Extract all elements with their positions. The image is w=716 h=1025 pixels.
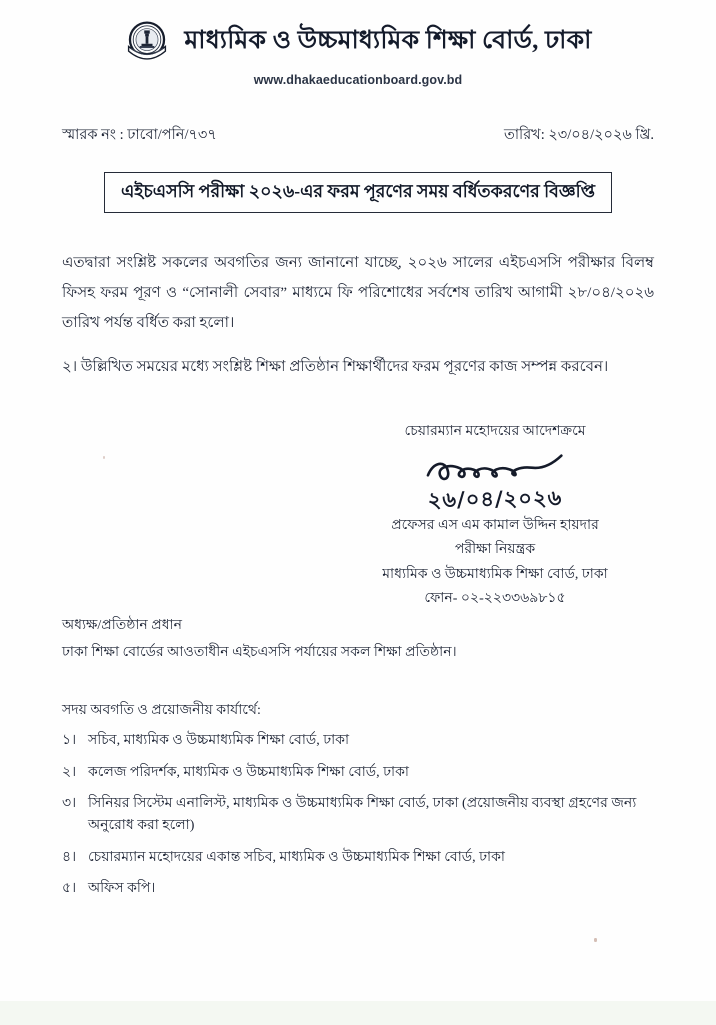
list-item [62, 793, 662, 836]
list-item [62, 762, 662, 784]
cc-item-text: চেয়ারম্যান মহোদয়ের একান্ত সচিব, মাধ্যমিক ও উচ্চমাধ্যমিক শিক্ষা বোর্ড, ঢাকা [88, 849, 505, 865]
recipient-line-1: অধ্যক্ষ/প্রতিষ্ঠান প্রধান [62, 618, 182, 633]
notice-title-box [104, 172, 612, 213]
signatory-office: মাধ্যমিক ও উচ্চমাধ্যমিক শিক্ষা বোর্ড, ঢাকা [382, 566, 608, 582]
header-row [0, 18, 716, 64]
cc-item-text: অফিস কপি। [88, 881, 156, 897]
cc-item-number: ৫। [62, 881, 77, 897]
body-paragraph-1: এতদ্বারা সংশ্লিষ্ট সকলের অবগতির জন্য জানানো যাচ্ছে, ২০২৬ সালের এইচএসসি পরীক্ষার বিলম্ব ফিসহ ফরম পূরণ ও “সোনালী সেবার” মাধ্যমে ফি পরিশোধের সর্বশেষ তারিখ আগামী ২৮/০৪/২০২৬ তারিখ পর্যন্ত বর্ধিত করা হলো। [62, 255, 654, 331]
recipient-block [62, 612, 662, 667]
board-title: মাধ্যমিক ও উচ্চমাধ্যমিক শিক্ষা বোর্ড, ঢাকা [184, 26, 592, 54]
page-title: এইচএসসি পরীক্ষা ২০২৬-এর ফরম পূরণের সময় বর্ধিতকরণের বিজ্ঞপ্তি [120, 181, 596, 201]
cc-item-text: সিনিয়র সিস্টেম এনালিস্ট, মাধ্যমিক ও উচ্চমাধ্যমিক শিক্ষা বোর্ড, ঢাকা (প্রয়োজনীয় ব্যবস্থা গ্রহণের জন্য অনুরোধ করা হলো) [88, 796, 637, 834]
scan-artifact [594, 938, 597, 942]
document-header [0, 18, 716, 87]
cc-item-text: সচিব, মাধ্যমিক ও উচ্চমাধ্যমিক শিক্ষা বোর্ড, ঢাকা [88, 733, 350, 748]
body-block [62, 248, 654, 338]
recipient-line-2: ঢাকা শিক্ষা বোর্ডের আওতাধীন এইচএসসি পর্যায়ের সকল শিক্ষা প্রতিষ্ঠান। [62, 645, 457, 661]
scan-artifact [103, 456, 105, 459]
board-website[interactable]: www.dhakaeducationboard.gov.bd [253, 73, 463, 87]
cc-item-number: ১। [62, 733, 77, 748]
cc-item-number: ২। [62, 764, 77, 780]
list-item [62, 730, 662, 752]
signature-order-line: চেয়ারম্যান মহোদয়ের আদেশক্রমে [404, 424, 586, 439]
cc-heading: সদয় অবগতি ও প্রয়োজনীয় কার্যার্থে: [62, 703, 261, 718]
cc-list [62, 730, 662, 910]
dhaka-education-board-seal-icon [124, 18, 170, 64]
cc-item-number: ৩। [62, 796, 77, 812]
body-clause-2: ২। উল্লিখিত সময়ের মধ্যে সংশ্লিষ্ট শিক্ষা প্রতিষ্ঠান শিক্ষার্থীদের ফরম পূরণের কাজ সম্পন্ন করবেন। [62, 359, 609, 375]
signatory-phone: ফোন- ০২-২২৩৩৬৯৮১৫ [424, 591, 566, 606]
scan-footer-band [0, 1001, 716, 1025]
cc-item-text: কলেজ পরিদর্শক, মাধ্যমিক ও উচ্চমাধ্যমিক শিক্ষা বোর্ড, ঢাকা [88, 764, 409, 780]
signatory-role: পরীক্ষা নিয়ন্ত্রক [454, 542, 536, 557]
signature-block [330, 420, 660, 612]
memo-number: স্মারক নং : ঢাবো/পনি/৭৩৭ [62, 127, 217, 143]
memo-line [62, 124, 654, 148]
list-item [62, 878, 662, 900]
handwritten-signature-area [330, 451, 660, 513]
list-item [62, 847, 662, 869]
signatory-name: প্রফেসর এস এম কামাল উদ্দিন হায়দার [391, 517, 599, 533]
memo-date: তারিখ: ২৩/০৪/২০২৬ খ্রি. [503, 127, 654, 143]
handwritten-signature-date: ২৬/০৪/২০২৬ [427, 485, 563, 512]
cc-item-number: ৪। [62, 849, 77, 865]
